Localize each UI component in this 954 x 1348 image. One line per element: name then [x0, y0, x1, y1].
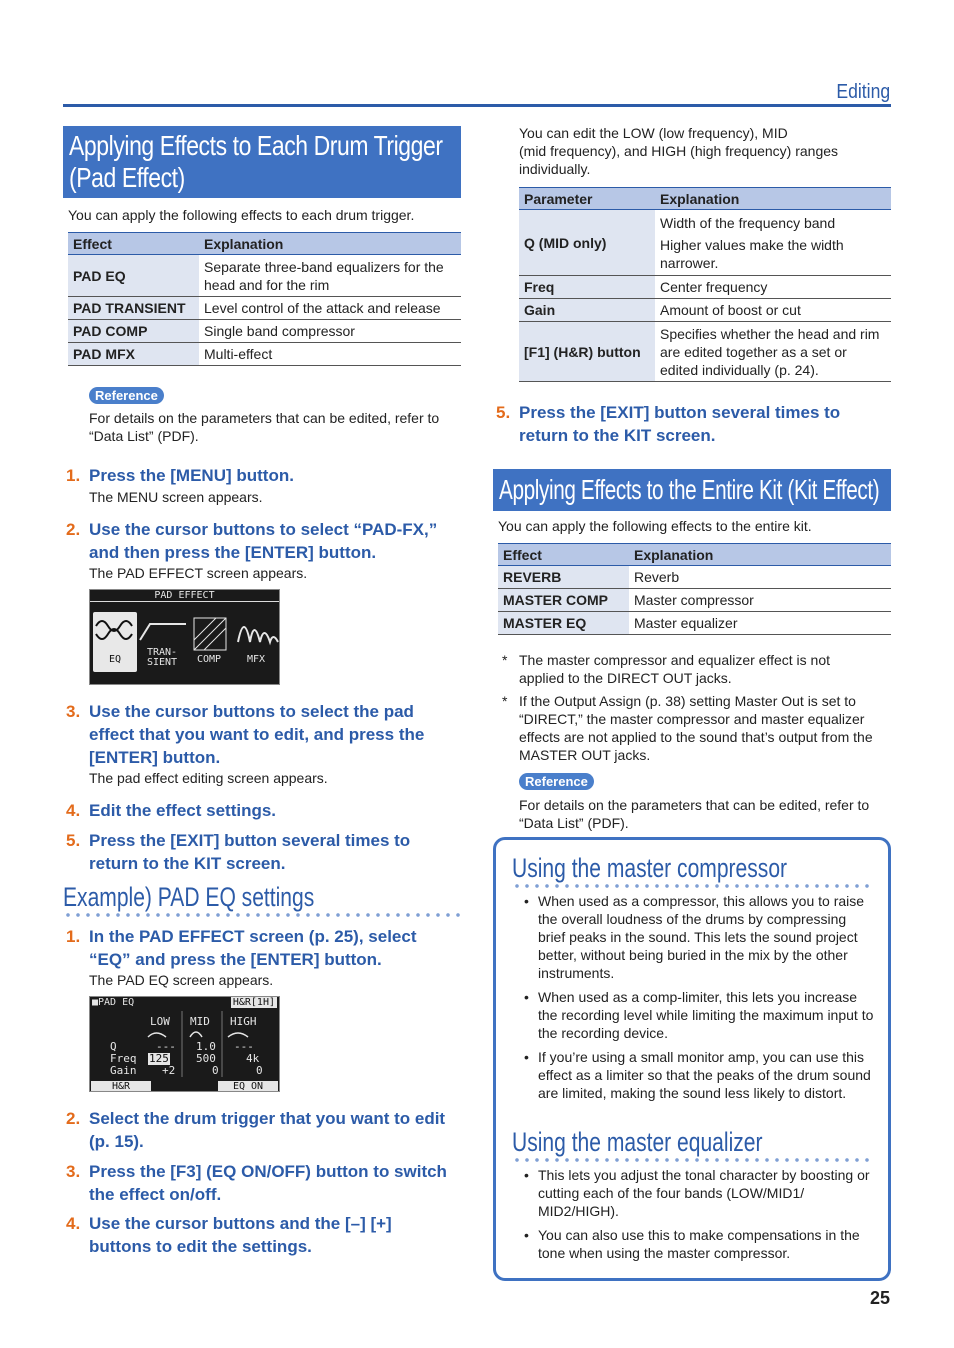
reference-badge: Reference [519, 773, 594, 790]
list-item: • If you’re using a small monitor amp, you can use this effect as a limiter so that the peaks of the drum sound are limited, making the sound less likely to distort. [518, 1048, 874, 1102]
screen-title: ■PAD EQ [92, 997, 135, 1008]
step-2: 2. Use the cursor buttons to select “PAD-FX,” and then press the [ENTER] button. [66, 520, 438, 562]
table-row: Gain Amount of boost or cut [519, 299, 891, 322]
page-number: 25 [869, 1288, 890, 1308]
divider [63, 913, 461, 917]
pad-effect-intro: You can apply the following effects to each drum trigger. [68, 207, 415, 223]
eq-label: EQ [108, 654, 122, 665]
table-row: PAD EQ Separate three-band equalizers for the head and for the rim [68, 255, 461, 297]
screen-title: PAD EFFECT [90, 590, 279, 602]
q-high: --- [234, 1040, 254, 1053]
ex-step-4: 4. Use the cursor buttons and the [–] [+] buttons to edit the settings. [66, 1214, 392, 1256]
kit-effect-intro: You can apply the following effects to the entire kit. [498, 518, 812, 534]
example-title: Example) PAD EQ settings [63, 882, 315, 912]
transient-label: TRAN- SIENT [146, 647, 178, 668]
table-row: PAD MFX Multi-effect [68, 343, 461, 366]
ex-step-1: 1. In the PAD EFFECT screen (p. 25), select “EQ” and press the [ENTER] button. [66, 927, 417, 969]
f3-label: EQ ON [218, 1081, 278, 1092]
header-rule [63, 104, 891, 107]
gain-mid: 0 [212, 1064, 219, 1077]
f1-label: H&R [91, 1081, 151, 1092]
pad-effect-screen [89, 589, 280, 685]
divider [512, 1158, 874, 1162]
note-2: * If the Output Assign (p. 38) setting Master Out is set to “DIRECT,” the master compressor and master equalizer effects are not applied to the sound that’s output from the MASTER OUT jacks. [499, 692, 879, 764]
gain-high: 0 [256, 1064, 263, 1077]
eq-intro: You can edit the LOW (low frequency), MID (mid frequency), and HIGH (high frequency) ranges individually. [519, 125, 839, 177]
step-1: 1. Press the [MENU] button. [66, 466, 294, 485]
col-mid: MID [190, 1015, 210, 1028]
list-item: • You can also use this to make compensations in the tone when using the master compressor. [518, 1226, 874, 1262]
list-item: • When used as a comp-limiter, this lets you increase the recording level while limiting the maximum input to the recording device. [518, 988, 874, 1042]
col-low: LOW [150, 1015, 170, 1028]
kit-effect-table: Effect Explanation REVERB Reverb MASTER COMP Master compressor MASTER EQ Master equalizer [498, 543, 891, 635]
reference-text: For details on the parameters that can be edited, refer to “Data List” (PDF). [89, 410, 440, 444]
eq-title: Using the master equalizer [512, 1127, 763, 1157]
freq-high: 4k [246, 1052, 260, 1065]
reference-badge: Reference [89, 387, 164, 404]
table-row: [F1] (H&R) button Specifies whether the head and rim are edited together as a set or edited individually (p. 24). [519, 322, 891, 382]
table-row: MASTER COMP Master compressor [498, 589, 891, 612]
step-1-result: The MENU screen appears. [89, 489, 263, 505]
divider [512, 884, 874, 888]
comp-bullets [518, 892, 874, 1108]
list-item: • This lets you adjust the tonal character by boosting or cutting each of the four bands (LOW/MID1/ MID2/HIGH). [518, 1166, 874, 1220]
freq-mid: 500 [196, 1052, 216, 1065]
step-3: 3. Use the cursor buttons to select the pad effect that you want to edit, and press the [ENTER] button. [66, 702, 425, 767]
table-row: MASTER EQ Master equalizer [498, 612, 891, 635]
step-5: 5. Press the [EXIT] button several times to return to the KIT screen. [66, 831, 411, 873]
col-high: HIGH [230, 1015, 257, 1028]
row-gain: Gain [110, 1064, 137, 1077]
table-row: PAD TRANSIENT Level control of the attack and release [68, 297, 461, 320]
gain-low: +2 [162, 1064, 176, 1077]
effect-icons [90, 590, 280, 685]
pad-effect-title: Applying Effects to Each Drum Trigger (Pad Effect) [63, 126, 461, 198]
step-3-result: The pad effect editing screen appears. [89, 770, 328, 786]
section-label: Editing [836, 80, 890, 106]
table-row: Q (MID only) Width of the frequency band Higher values make the width narrower. [519, 210, 891, 276]
pad-effect-table: Effect Explanation PAD EQ Separate three-band equalizers for the head and for the rim PAD TRANSIENT Level control of the attack and release PAD COMP Single band compressor PAD MFX Multi-effect [68, 232, 461, 366]
kit-effect-title: Applying Effects to the Entire Kit (Kit Effect) [493, 469, 891, 511]
pad-eq-screen [89, 996, 280, 1092]
q-mid: 1.0 [196, 1040, 216, 1053]
right-step-5: 5. Press the [EXIT] button several times to return to the KIT screen. [496, 403, 841, 445]
ex-step-3: 3. Press the [F3] (EQ ON/OFF) button to switch the effect on/off. [66, 1162, 447, 1204]
note-1: * The master compressor and equalizer effect is not applied to the DIRECT OUT jacks. [499, 651, 879, 687]
reference-text: For details on the parameters that can be edited, refer to “Data List” (PDF). [519, 797, 870, 831]
step-4: 4. Edit the effect settings. [66, 801, 277, 820]
table-row: Freq Center frequency [519, 276, 891, 299]
eq-parameter-table: Parameter Explanation Q (MID only) Width of the frequency band Higher values make the width narrower. Freq Center frequency Gain Amount of boost or cut [F1] (H&R) button Specifies whether the head and rim are edited together as a set or edited individually (p. 24). [519, 187, 891, 382]
row-freq: Freq [110, 1052, 137, 1065]
table-row: REVERB Reverb [498, 566, 891, 589]
step-2-result: The PAD EFFECT screen appears. [89, 565, 308, 581]
comp-title: Using the master compressor [512, 853, 788, 883]
mfx-label: MFX [246, 654, 266, 665]
freq-low: 125 [149, 1052, 169, 1065]
ex-step-2: 2. Select the drum trigger that you want to edit (p. 15). [66, 1109, 446, 1151]
list-item: • When used as a compressor, this allows you to raise the overall loudness of the drums by compressing brief peaks in the sound. This lets the sound project better, without being buried in the mix by the other instruments. [518, 892, 874, 982]
eq-bullets [518, 1166, 874, 1268]
ex-step-1-result: The PAD EQ screen appears. [89, 972, 274, 988]
comp-label: COMP [196, 654, 222, 665]
row-q: Q [110, 1040, 117, 1053]
screen-tag: H&R[1H] [232, 997, 275, 1008]
q-low: --- [156, 1040, 176, 1053]
table-row: PAD COMP Single band compressor [68, 320, 461, 343]
